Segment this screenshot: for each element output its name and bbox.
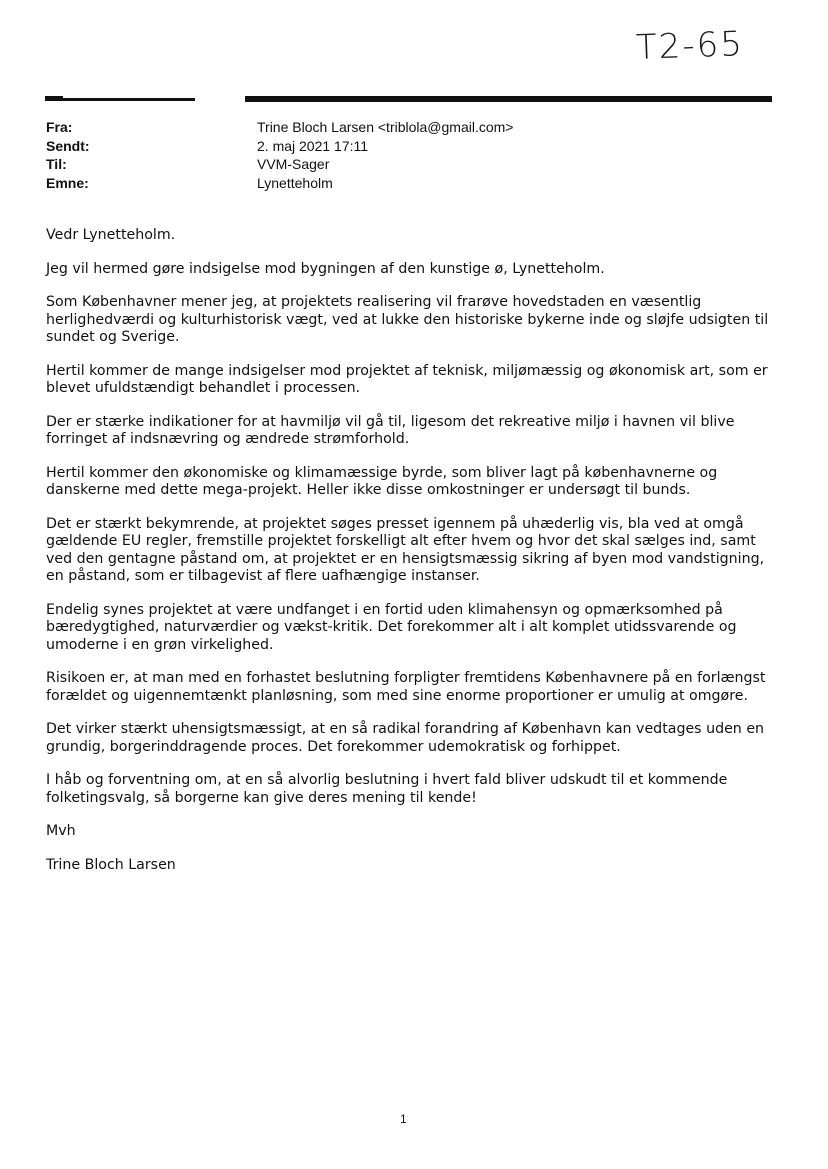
signature: Trine Bloch Larsen [46, 856, 176, 873]
email-body [46, 227, 776, 890]
from-value: Trine Bloch Larsen <triblola@gmail.com> [257, 119, 514, 135]
to-value: VVM-Sager [257, 156, 330, 172]
body-paragraph: Risikoen er, at man med en forhastet beslutning forpligter fremtidens Københavnere på en forlængst forældet og uigennemtænkt planløsning, som med sine enorme proportioner er umulig at omgøre. [46, 670, 766, 704]
handwritten-reference-stamp: T2-65 [635, 24, 745, 68]
header-rule-right [245, 96, 772, 102]
to-label: Til: [46, 156, 67, 172]
email-header [46, 118, 513, 192]
header-to-row [46, 155, 513, 174]
body-paragraph: Hertil kommer de mange indsigelser mod projektet af teknisk, miljømæssig og økonomisk art, som er blevet ufuldstændigt behandlet i processen. [46, 362, 768, 396]
subject-value: Lynetteholm [257, 174, 333, 191]
subject-label: Emne: [46, 174, 89, 191]
from-label: Fra: [46, 119, 73, 135]
body-paragraph: Hertil kommer den økonomiske og klimamæssige byrde, som bliver lagt på københavnerne og danskerne med dette mega-projekt. Heller ikke disse omkostninger er undersøgt til bunds. [46, 464, 718, 498]
header-sent-row [46, 137, 513, 156]
body-paragraph: Jeg vil hermed gøre indsigelse mod bygningen af den kunstige ø, Lynetteholm. [46, 260, 605, 277]
page-number: 1 [400, 1112, 407, 1126]
body-paragraph: Det virker stærkt uhensigtsmæssigt, at en så radikal forandring af København kan vedtages uden en grundig, borgerinddragende proces. Det forekommer udemokratisk og forhippet. [46, 721, 765, 755]
body-paragraph: Vedr Lynetteholm. [46, 227, 176, 243]
body-paragraph: Det er stærkt bekymrende, at projektet søges presset igennem på uhæderlig vis, bla ved at omgå gældende EU regler, fremstille projektet forskelligt alt efter hvem og hvor det skal sælges ind, samt ved den gentagne påstand om, at projektet er en hensigtsmæssig sikring af byen mod vandstigning, en påstand, som er tilbagevist af flere uafhængige instanser. [46, 515, 765, 584]
body-paragraph: Der er stærke indikationer for at havmiljø vil gå til, ligesom det rekreative miljø i havnen vil blive forringet af indsnævring og ændrede strømforhold. [46, 413, 735, 447]
body-paragraph: Som Københavner mener jeg, at projektets realisering vil frarøve hovedstaden en væsentlig herlighedværdi og kulturhistorisk vægt, ved at lukke den historiske bykerne inde og sløjfe udsigten til sundet og Sverige. [46, 294, 769, 345]
body-paragraph: I håb og forventning om, at en så alvorlig beslutning i hvert fald bliver udskudt til et kommende folketingsvalg, så borgerne kan give deres mening til kende! [46, 772, 728, 806]
closing: Mvh [46, 823, 76, 839]
header-rule-left [45, 98, 195, 101]
header-from-row [46, 118, 513, 137]
body-paragraph: Endelig synes projektet at være undfanget i en fortid uden klimahensyn og opmærksomhed på bæredygtighed, naturværdier og vækst-kritik. Det forekommer alt i alt komplet utidssvarende og umoderne i en grøn virkelighed. [46, 601, 737, 653]
sent-value: 2. maj 2021 17:11 [257, 137, 369, 154]
header-subject-row [46, 174, 513, 193]
sent-label: Sendt: [46, 137, 90, 154]
